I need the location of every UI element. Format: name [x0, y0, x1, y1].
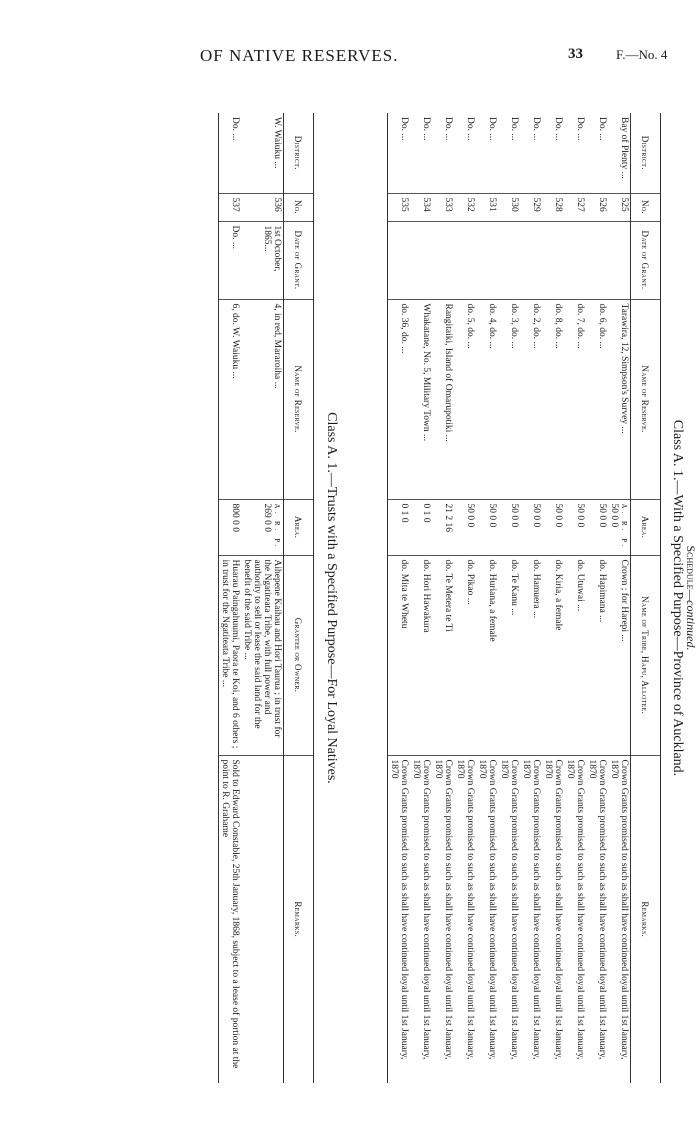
table-row [498, 113, 520, 1083]
cell-no: 535 [388, 193, 411, 221]
col-date-of-grant: Date of Grant. [284, 221, 314, 299]
cell-name-of-reserve: 6, do. W. Waiuku ... [219, 299, 242, 499]
cell-date-of-grant [498, 221, 520, 299]
cell-tribe: do. Te Kanu ... [498, 555, 520, 755]
cell-name-of-reserve: do. 36, do. ... [388, 299, 411, 499]
cell-area [520, 499, 542, 555]
cell-area [542, 499, 564, 555]
cell-district: Do. ... [531, 117, 541, 141]
cell-name-of-reserve: do. 3, do. ... [498, 299, 520, 499]
cell-no: 530 [498, 193, 520, 221]
reserves-table-loyal-natives [218, 113, 314, 1083]
cell-tribe: do. Mita te Whetu [388, 555, 411, 755]
cell-date-of-grant [410, 221, 432, 299]
cell-remarks: Crown Grants promised to such as shall have continued loyal until 1st January, 1870 [520, 755, 542, 1083]
cell-no: 527 [564, 193, 586, 221]
area-value: 50 0 0 [487, 503, 497, 528]
cell-no: 537 [219, 193, 242, 221]
cell-tribe: do. Pikao ... [454, 555, 476, 755]
cell-tribe: do. Kiria, a female [542, 555, 564, 755]
area-value: 21 2 16 [443, 503, 453, 532]
schedule-caption-main: Schedule [684, 545, 698, 590]
cell-tribe: do. Te Metera te Ti [432, 555, 454, 755]
rotated-landscape-content [85, 78, 698, 1118]
table-row [476, 113, 498, 1083]
cell-tribe: Crown ; for Harepi ... [608, 555, 631, 755]
schedule-caption-suffix: —continued. [684, 589, 698, 651]
cell-name-of-reserve: do. 5, do. ... [454, 299, 476, 499]
col-area: Area. [631, 499, 661, 555]
cell-area [476, 499, 498, 555]
area-value: 269 0 0 [262, 503, 272, 532]
cell-tribe: do. Hapimana ... [586, 555, 608, 755]
cell-date-of-grant: Do. ... [219, 221, 242, 299]
area-value: 0 1 0 [399, 503, 409, 523]
area-units-label: A. R. P. [620, 503, 628, 550]
col-no: No. [631, 193, 661, 221]
cell-date-of-grant [542, 221, 564, 299]
cell-remarks: Crown Grants promised to such as shall have continued loyal until 1st January, 1870 [542, 755, 564, 1083]
running-title: OF NATIVE RESERVES. [200, 46, 399, 65]
cell-date-of-grant [608, 221, 631, 299]
col-district: District. [284, 113, 314, 193]
cell-remarks: Crown Grants promised to such as shall have continued loyal until 1st January, 1870 [498, 755, 520, 1083]
col-district: District. [631, 113, 661, 193]
table-row [388, 113, 411, 1083]
table1-title: Class A. 1.—With a Specified Purpose—Province of Auckland. [670, 419, 685, 777]
area-value: 50 0 0 [465, 503, 475, 528]
cell-tribe: do. Hamuera ... [520, 555, 542, 755]
cell-remarks: Crown Grants promised to such as shall have continued loyal until 1st January, 1870 [564, 755, 586, 1083]
cell-district: Bay of Plenty ... [619, 117, 629, 179]
cell-remarks: Crown Grants promised to such as shall have continued loyal until 1st January, 1870 [608, 755, 631, 1083]
cell-name-of-reserve: do. 7, do. ... [564, 299, 586, 499]
cell-grantee-or-owner: Aihepene Kaihau and Hori Taurua ; in trust for the Ngatiteata Tribe, with full power and authority to sell or lease the said land for the benefit of the said Tribe ... [241, 555, 284, 755]
cell-name-of-reserve: do. 2, do. ... [520, 299, 542, 499]
cell-no: 528 [542, 193, 564, 221]
cell-district: Do. ... [597, 117, 607, 141]
cell-date-of-grant [564, 221, 586, 299]
cell-name-of-reserve: do. 4, do. ... [476, 299, 498, 499]
cell-remarks: Crown Grants promised to such as shall have continued loyal until 1st January, 1870 [476, 755, 498, 1083]
cell-remarks: Crown Grants promised to such as shall have continued loyal until 1st January, 1870 [586, 755, 608, 1083]
cell-no: 534 [410, 193, 432, 221]
cell-area [388, 499, 411, 555]
cell-district: Do. ... [509, 117, 519, 141]
cell-no: 525 [608, 193, 631, 221]
table-row [542, 113, 564, 1083]
area-value: 50 0 0 [553, 503, 563, 528]
cell-tribe: do. Hori Hawakura [410, 555, 432, 755]
cell-area [608, 499, 631, 555]
cell-grantee-or-owner: Huarau Paingahuumi, Paora te Koi, and 6 others ; in trust for the Ngatiteata Tribe ... [219, 555, 242, 755]
cell-area [586, 499, 608, 555]
page-number: 33 [568, 46, 583, 62]
cell-no: 531 [476, 193, 498, 221]
area-units-label: A. R. P. [273, 503, 281, 550]
document-reference: F.—No. 4 [616, 47, 668, 62]
col-date-of-grant: Date of Grant. [631, 221, 661, 299]
area-value: 0 1 0 [421, 503, 431, 523]
cell-date-of-grant [432, 221, 454, 299]
table1-header-row [631, 113, 661, 1083]
cell-area [454, 499, 476, 555]
cell-district: Do. ... [443, 117, 453, 141]
cell-no: 526 [586, 193, 608, 221]
col-grantee-or-owner: Grantee or Owner. [284, 555, 314, 755]
cell-date-of-grant [388, 221, 411, 299]
cell-no: 529 [520, 193, 542, 221]
table-row [564, 113, 586, 1083]
cell-name-of-reserve: 4, in red, Mararoiha ... [241, 299, 284, 499]
cell-name-of-reserve: do. 8, do. ... [542, 299, 564, 499]
cell-district: Do. ... [575, 117, 585, 141]
cell-remarks: Sold to Edward Constable, 25th January, 1868, subject to a lease of portion at the point to R. Grahame [219, 755, 242, 1083]
area-value: 50 0 0 [597, 503, 607, 528]
table-row [586, 113, 608, 1083]
col-name-of-reserve: Name of Reserve. [284, 299, 314, 499]
area-value: 50 0 0 [609, 503, 619, 528]
cell-district: Do. ... [553, 117, 563, 141]
cell-name-of-reserve: Whakatane, No. 5, Military Town ... [410, 299, 432, 499]
cell-no: 536 [241, 193, 284, 221]
area-value: 50 0 0 [531, 503, 541, 528]
cell-area [219, 499, 242, 555]
cell-area [432, 499, 454, 555]
cell-date-of-grant [454, 221, 476, 299]
cell-remarks: Crown Grants promised to such as shall have continued loyal until 1st January, 1870 [388, 755, 411, 1083]
cell-area [410, 499, 432, 555]
cell-district: Do. ... [465, 117, 475, 141]
cell-no: 532 [454, 193, 476, 221]
table-row [432, 113, 454, 1083]
table-row [608, 113, 631, 1083]
table2-header-row [284, 113, 314, 1083]
cell-date-of-grant [520, 221, 542, 299]
col-tribe: Name of Tribe, Hapu, Allotee. [631, 555, 661, 755]
cell-name-of-reserve: do. 6, do. ... [586, 299, 608, 499]
cell-date-of-grant [586, 221, 608, 299]
table-row [454, 113, 476, 1083]
col-remarks: Remarks. [284, 755, 314, 1083]
cell-remarks [241, 755, 284, 1083]
cell-remarks: Crown Grants promised to such as shall have continued loyal until 1st January, 1870 [454, 755, 476, 1083]
cell-area [241, 499, 284, 555]
cell-tribe: do. Utuwai ... [564, 555, 586, 755]
cell-name-of-reserve: Tarawira, 12, Simpson's Survey ... [608, 299, 631, 499]
cell-district: Do. ... [219, 113, 242, 193]
area-value: 50 0 0 [575, 503, 585, 528]
reserves-table-auckland [387, 113, 661, 1083]
cell-area [498, 499, 520, 555]
cell-remarks: Crown Grants promised to such as shall have continued loyal until 1st January, 1870 [410, 755, 432, 1083]
page-header [0, 46, 700, 70]
cell-area [564, 499, 586, 555]
cell-remarks: Crown Grants promised to such as shall have continued loyal until 1st January, 1870 [432, 755, 454, 1083]
area-value: 800 0 0 [230, 503, 240, 532]
cell-date-of-grant: 1st October, 1865... [241, 221, 284, 299]
cell-district: Do. ... [421, 117, 431, 141]
table2-title: Class A. 1.—Trusts with a Specified Purpose—For Loyal Natives. [324, 412, 339, 784]
cell-district: W. Waiuku ... [272, 117, 282, 169]
col-name-of-reserve: Name of Reserve. [631, 299, 661, 499]
col-remarks: Remarks. [631, 755, 661, 1083]
col-no: No. [284, 193, 314, 221]
schedule-caption [683, 78, 698, 1118]
table-row [520, 113, 542, 1083]
area-value: 50 0 0 [509, 503, 519, 528]
col-area: Area. [284, 499, 314, 555]
table-row [241, 113, 284, 1083]
cell-date-of-grant [476, 221, 498, 299]
cell-district: Do. ... [388, 113, 411, 193]
table-row [410, 113, 432, 1083]
table-row [219, 113, 242, 1083]
cell-no: 533 [432, 193, 454, 221]
cell-district: Do. ... [487, 117, 497, 141]
cell-name-of-reserve: Rangitaiki, Island of Omarupotiki ... [432, 299, 454, 499]
cell-tribe: do. Huriana, a female [476, 555, 498, 755]
